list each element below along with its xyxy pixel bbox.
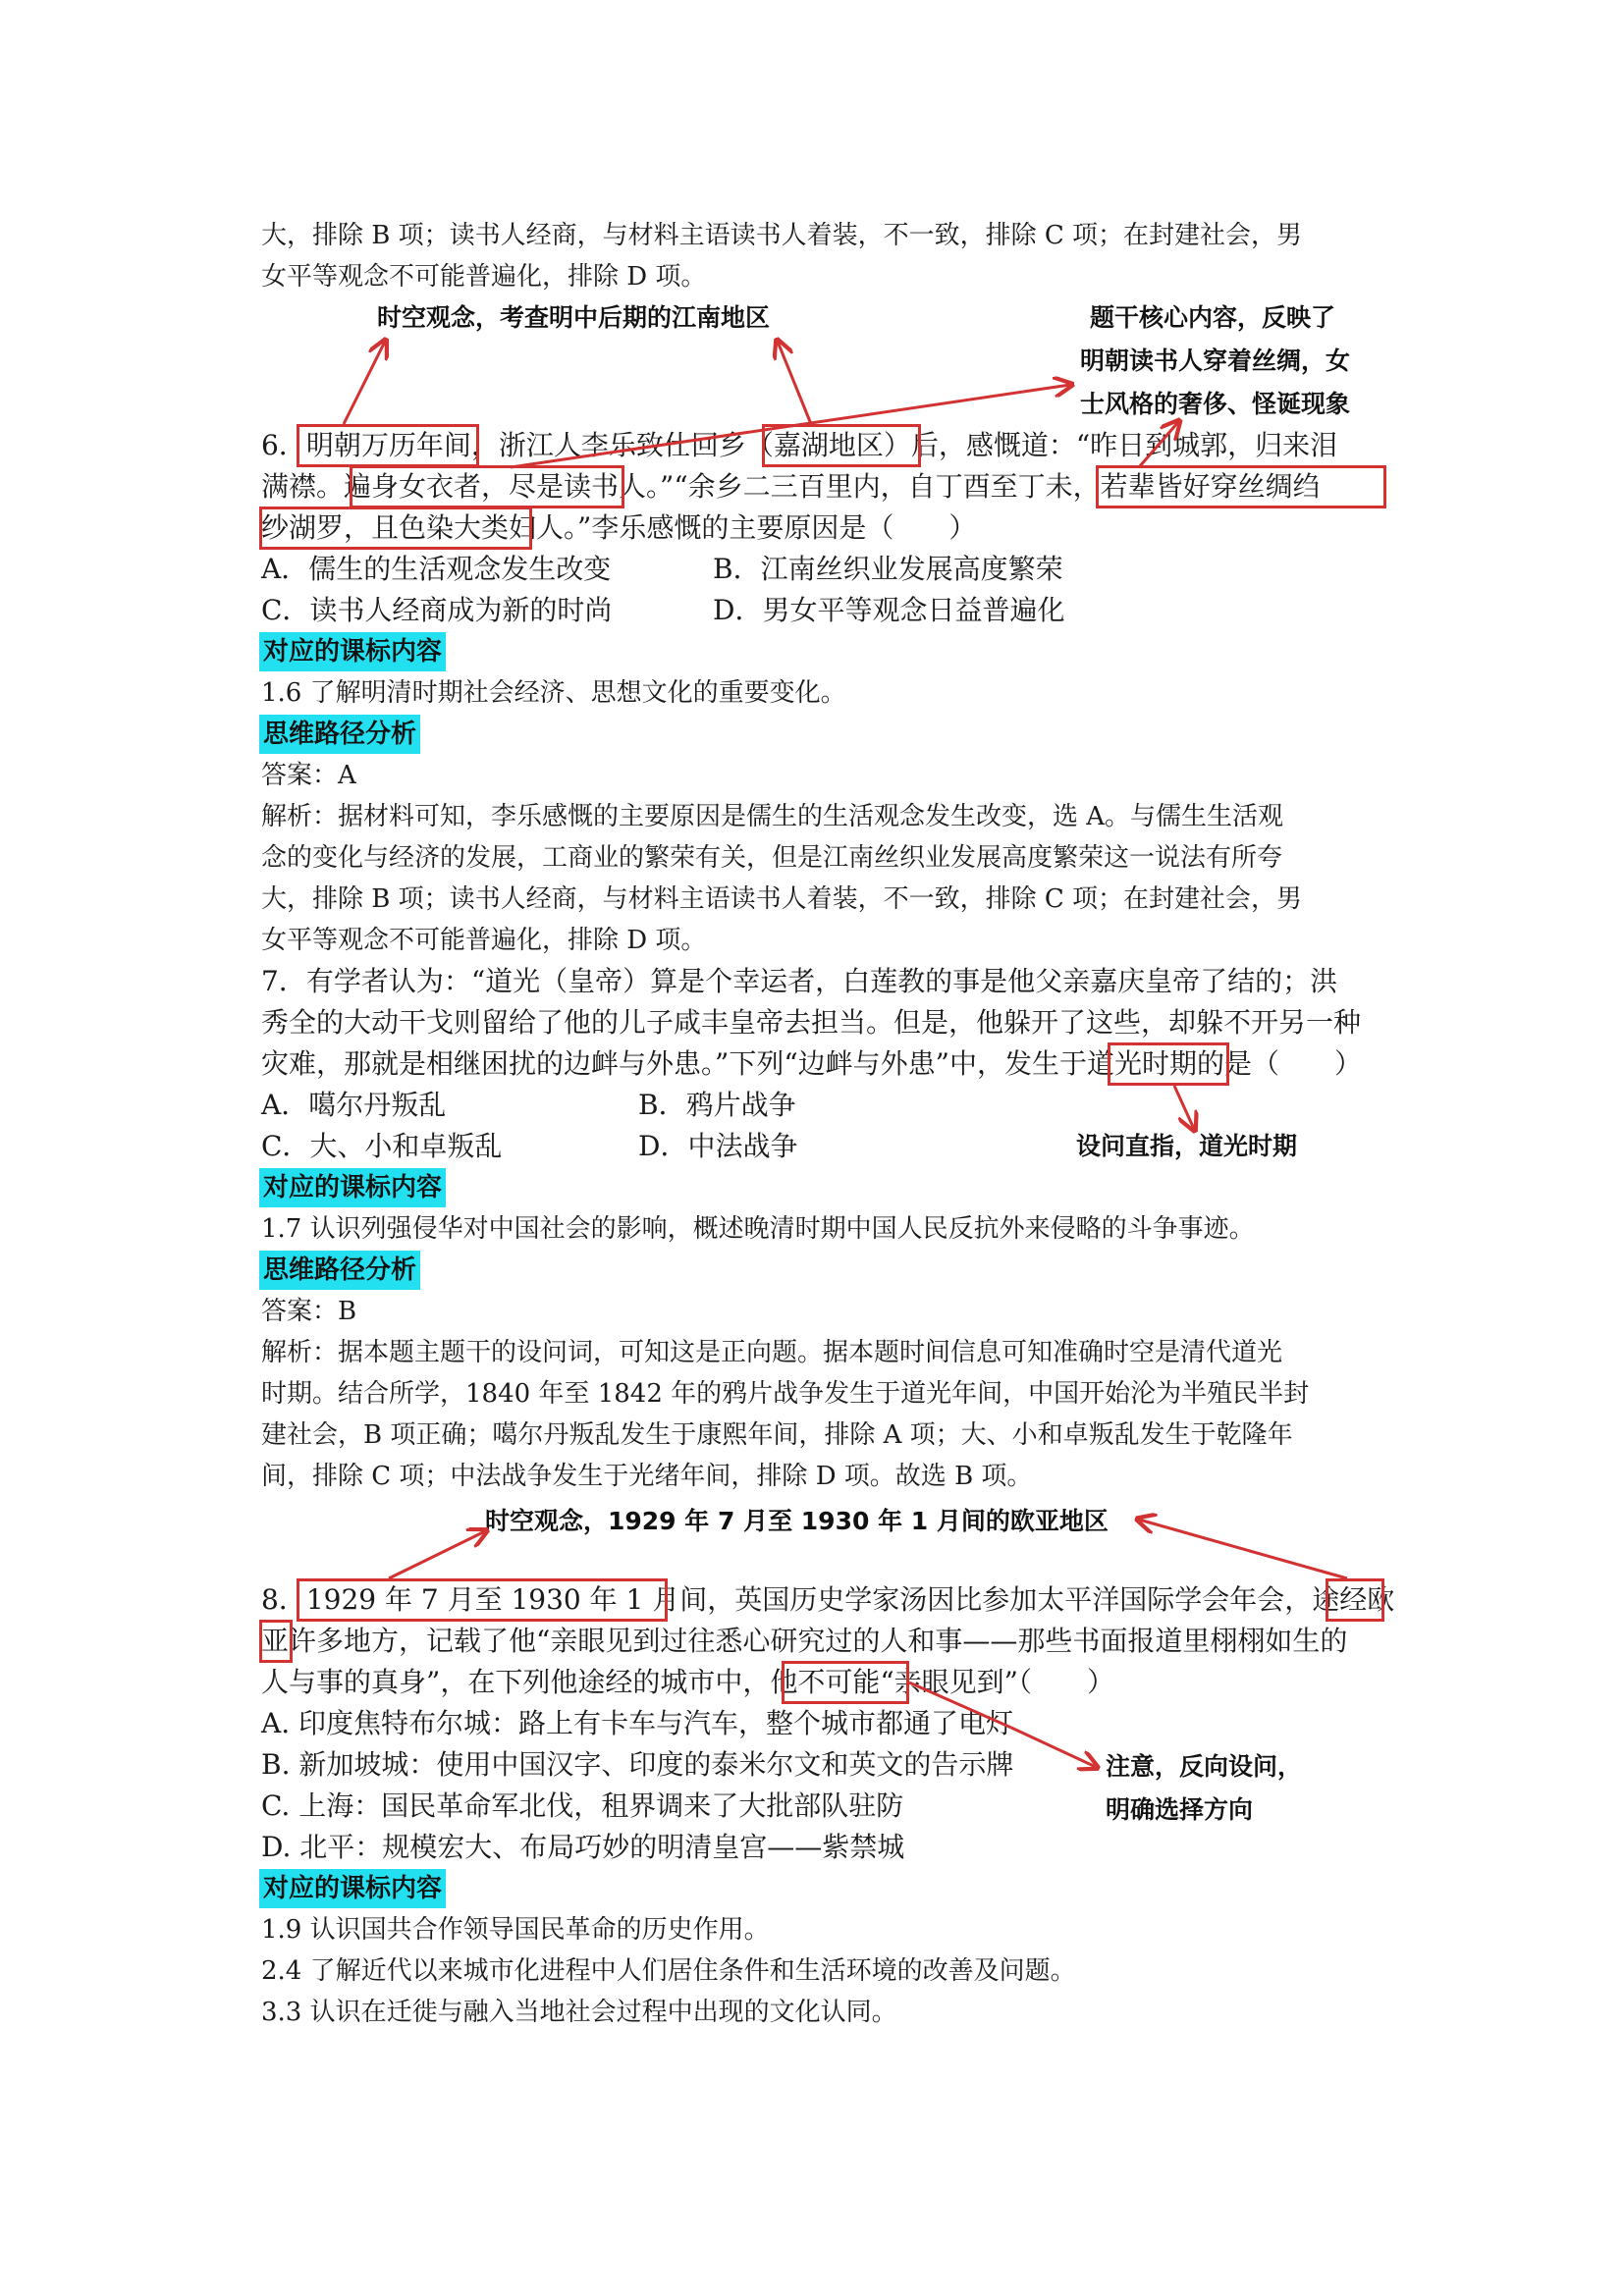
q6-annotation-spacetime: 时空观念，考查明中后期的江南地区 (377, 303, 771, 332)
q7-stem-line: 秀全的大动干戈则留给了他的儿子咸丰皇帝去担当。但是，他躲开了这些，却躲不开另一种 (261, 1006, 1362, 1039)
q6-answer: 答案：A (261, 761, 356, 790)
q8-highlight-box-ya (259, 1620, 293, 1663)
q6-standard-heading: 对应的课标内容 (259, 632, 446, 671)
q7-highlight-box-daoguang (1108, 1042, 1229, 1086)
q8-stem-line: 亚许多地方，记载了他“亲眼见到过往悉心研究过的人和事——那些书面报道里栩栩如生的 (261, 1625, 1348, 1657)
q7-option-c: C．大、小和卓叛乱 (261, 1130, 503, 1162)
q8-stem-line: 人与事的真身”，在下列他途经的城市中，他不可能“亲眼见到”（ ） (261, 1666, 1114, 1698)
q6-stem-line: 满襟。遍身女衣者，尽是读书人。”“余乡二三百里内，自丁酉至丁未，若辈皆好穿丝绸绉 (261, 470, 1321, 503)
q6-analysis-heading: 思维路径分析 (259, 715, 420, 754)
q8-highlight-box-ou (1326, 1578, 1384, 1622)
q6-arrow-jiahu (778, 342, 811, 424)
q6-arrow-wanli (344, 342, 385, 424)
q8-arrow-eurasia (1139, 1520, 1347, 1578)
q8-option-a: A. 印度焦特布尔城：路上有卡车与汽车，整个城市都通了电灯 (261, 1707, 1014, 1739)
q7-answer: 答案：B (261, 1297, 357, 1326)
q6-option-a: A．儒生的生活观念发生改变 (261, 553, 612, 585)
q6-annotation-core-line: 明朝读书人穿着丝绸，女 (1080, 347, 1351, 375)
q8-standard-text: 2.4 了解近代以来城市化进程中人们居住条件和生活环境的改善及问题。 (261, 1956, 1076, 1986)
q7-option-d: D．中法战争 (638, 1130, 798, 1162)
q8-highlight-box-impossible (782, 1661, 909, 1704)
q8-option-c: C. 上海：国民革命军北伐，租界调来了大批部队驻防 (261, 1789, 904, 1822)
q6-highlight-box-scholars (350, 465, 624, 508)
q6-option-d: D．男女平等观念日益普遍化 (713, 594, 1065, 626)
q7-standard-heading: 对应的课标内容 (259, 1168, 446, 1207)
q8-highlight-box-dates (297, 1578, 668, 1622)
q6-standard-text: 1.6 了解明清时期社会经济、思想文化的重要变化。 (261, 678, 846, 708)
q6-explanation-line: 念的变化与经济的发展，工商业的繁荣有关，但是江南丝织业发展高度繁荣这一说法有所夸 (261, 843, 1283, 873)
q6-stem-line: 6．明朝万历年间，浙江人李乐致仕回乡（嘉湖地区）后，感慨道：“昨日到城郭，归来泪 (261, 429, 1338, 461)
q8-standard-text: 1.9 认识国共合作领导国民革命的历史作用。 (261, 1915, 770, 1945)
q6-explanation-line: 大，排除 B 项；读书人经商，与材料主语读书人着装，不一致，排除 C 项；在封建社会，男 (261, 884, 1303, 914)
q8-standard-text: 3.3 认识在迁徙与融入当地社会过程中出现的文化认同。 (261, 1998, 897, 2027)
q6-option-c: C．读书人经商成为新的时尚 (261, 594, 613, 626)
q8-stem-line: 8．1929 年 7 月至 1930 年 1 月间，英国历史学家汤因比参加太平洋国际学会年会，途经欧 (261, 1583, 1395, 1616)
q7-explanation-line: 时期。结合所学，1840 年至 1842 年的鸦片战争发生于道光年间，中国开始沦为半殖民半封 (261, 1379, 1310, 1409)
q7-analysis-heading: 思维路径分析 (259, 1251, 420, 1290)
q8-annotation-spacetime: 时空观念，1929 年 7 月至 1930 年 1 月间的欧亚地区 (485, 1507, 1109, 1535)
q6-explanation-line: 解析：据材料可知，李乐感慨的主要原因是儒生的生活观念发生改变，选 A。与儒生生活观 (261, 802, 1284, 831)
q6-stem-line: 纱湖罗，且色染大类妇人。”李乐感慨的主要原因是（ ） (261, 511, 977, 544)
q8-annotation-reverse: 注意，反向设问， (1106, 1752, 1303, 1781)
q6-highlight-box-jiahu (762, 424, 921, 467)
q6-annotation-core-line: 题干核心内容，反映了 (1090, 303, 1336, 332)
q7-annotation: 设问直指，道光时期 (1076, 1132, 1298, 1160)
q7-explanation-line: 建社会，B 项正确；噶尔丹叛乱发生于康熙年间，排除 A 项；大、小和卓叛乱发生于乾隆年 (261, 1420, 1293, 1450)
q7-option-b: B．鸦片战争 (638, 1089, 796, 1121)
q8-option-b: B. 新加坡城：使用中国汉字、印度的泰米尔文和英文的告示牌 (261, 1748, 1014, 1781)
q6-option-b: B．江南丝织业发展高度繁荣 (713, 553, 1063, 585)
q7-option-a: A．噶尔丹叛乱 (261, 1089, 447, 1121)
q7-standard-text: 1.7 认识列强侵华对中国社会的影响，概述晚清时期中国人民反抗外来侵略的斗争事迹。 (261, 1214, 1255, 1244)
q6-highlight-box-silk (1096, 465, 1386, 508)
q6-explanation-line: 女平等观念不可能普遍化，排除 D 项。 (261, 926, 707, 955)
q8-arrow-impossible (1011, 1728, 1096, 1767)
prev-explanation-line: 大，排除 B 项；读书人经商，与材料主语读书人着装，不一致，排除 C 项；在封建社会，男 (261, 221, 1303, 250)
q7-arrow-daoguang (1174, 1086, 1194, 1129)
q7-explanation-line: 间，排除 C 项；中法战争发生于光绪年间，排除 D 项。故选 B 项。 (261, 1462, 1033, 1491)
q8-arrow-dates (389, 1531, 485, 1578)
q8-annotation-reverse: 明确选择方向 (1106, 1795, 1254, 1824)
q6-highlight-box-color (259, 507, 532, 550)
q7-stem-line: 灾难，那就是相继困扰的边衅与外患。”下列“边衅与外患”中，发生于道光时期的是（ ） (261, 1047, 1362, 1080)
q6-highlight-box-wanli (297, 424, 479, 467)
q7-explanation-line: 解析：据本题主题干的设问词，可知这是正向题。据本题时间信息可知准确时空是清代道光 (261, 1338, 1283, 1367)
q8-standard-heading: 对应的课标内容 (259, 1869, 446, 1908)
q7-stem-line: 7．有学者认为：“道光（皇帝）算是个幸运者，白莲教的事是他父亲嘉庆皇帝了结的；洪 (261, 965, 1338, 997)
q6-annotation-core-line: 士风格的奢侈、怪诞现象 (1080, 390, 1351, 418)
prev-explanation-line: 女平等观念不可能普遍化，排除 D 项。 (261, 262, 707, 292)
q8-option-d: D. 北平：规模宏大、布局巧妙的明清皇宫——紫禁城 (261, 1831, 905, 1863)
